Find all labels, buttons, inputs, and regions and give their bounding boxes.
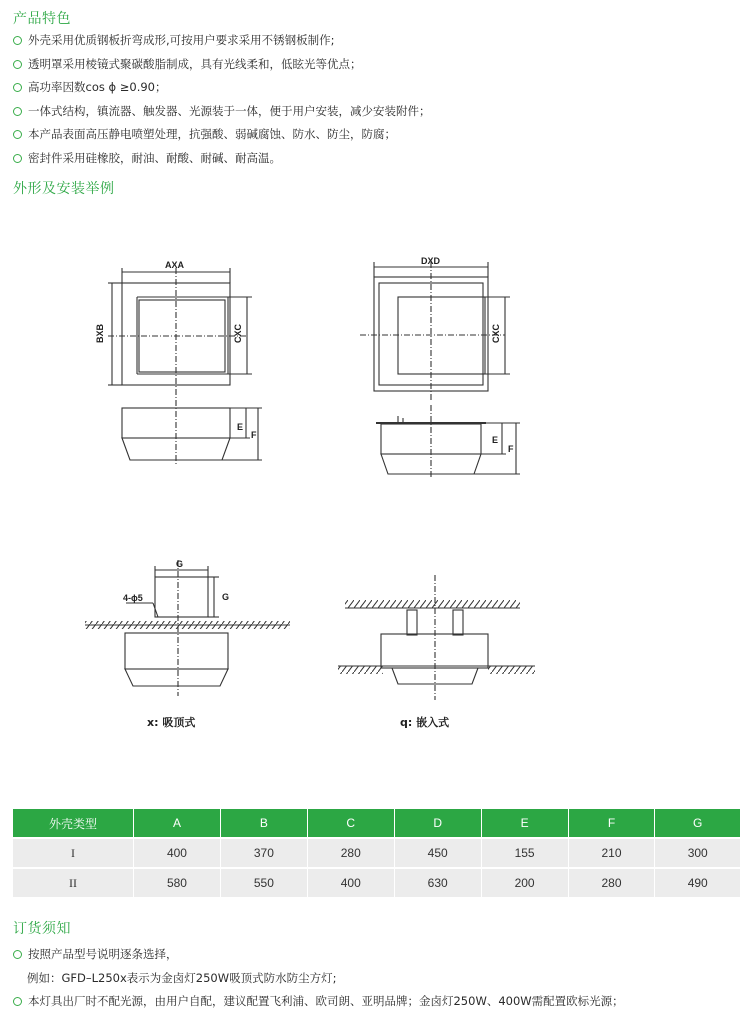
header-cell: G [655,809,740,838]
type2-top-view [360,262,510,402]
dim-cxc-label-2: CXC [491,323,501,343]
spec-table [13,809,740,897]
header-cell: C [307,809,394,838]
table-cell: 450 [394,838,481,868]
bullet-ring-icon [13,997,22,1006]
ceiling-mount-drawing [85,560,290,696]
dim-e-label-1: E [237,422,244,432]
dim-dxd-label: DXD [421,256,441,266]
type1-top-view [108,268,252,400]
table-cell: 370 [220,838,307,868]
header-cell: D [394,809,481,838]
bullet-ring-icon [13,950,22,959]
features-title: 产品特色 [13,11,71,27]
list-item: 例如：GFD–L250x表示为金卤灯250W吸顶式防水防尘方灯; [27,970,337,985]
table-row [13,838,740,868]
dim-g-top-label: G [176,559,184,569]
dim-f-label-1: F [251,430,257,440]
installation-title: 外形及安装举例 [13,181,115,197]
table-cell: 630 [394,868,481,897]
table-cell: 550 [220,868,307,897]
table-cell: 580 [134,868,221,897]
dim-holes-label: 4-ϕ5 [123,593,143,603]
list-item: 密封件采用硅橡胶，耐油、耐酸、耐碱、耐高温。 [13,147,431,171]
table-cell: 490 [655,868,740,897]
dim-e-label-2: E [492,435,499,445]
list-item: 高功率因数cos ϕ ≥0.90； [13,76,431,100]
dim-f-label-2: F [508,444,514,454]
dim-axa-label: AXA [165,260,185,270]
dim-g-side-label: G [222,592,230,602]
header-cell: 外壳类型 [13,809,134,838]
table-cell: 400 [134,838,221,868]
dim-cxc-label-1: CXC [233,323,243,343]
type1-side-view [122,400,262,466]
caption-ceiling-mount: x: 吸顶式 [147,716,196,729]
ordering-title: 订货须知 [13,921,71,937]
table-cell: 155 [481,838,568,868]
dim-bxb-label: BXB [95,323,105,343]
list-item: 透明罩采用棱镜式聚碳酸脂制成，具有光线柔和，低眩光等优点； [13,53,431,77]
table-cell: 400 [307,868,394,897]
ordering-list [13,943,624,1014]
embedded-mount-drawing [338,575,535,700]
table-header-row [13,809,740,838]
table-cell: 300 [655,838,740,868]
caption-embedded-mount: q: 嵌入式 [400,716,450,729]
table-cell: I [13,838,134,868]
table-cell: 280 [568,868,655,897]
header-cell: B [220,809,307,838]
table-cell: 210 [568,838,655,868]
header-cell: F [568,809,655,838]
type2-side-view [376,405,520,478]
header-cell: A [134,809,221,838]
list-item: 按照产品型号说明逐条选择， [13,943,624,967]
table-cell: II [13,868,134,897]
list-item: 外壳采用优质钢板折弯成形,可按用户要求采用不锈钢板制作; [13,29,431,53]
table-cell: 200 [481,868,568,897]
list-item: 一体式结构，镇流器、触发器、光源装于一体，便于用户安装，减少安装附件； [13,100,431,124]
table-cell: 280 [307,838,394,868]
header-cell: E [481,809,568,838]
list-item: 本灯具出厂时不配光源，由用户自配，建议配置飞利浦、欧司朗、亚明品牌；金卤灯250W、400W需配置欧标光源； [13,990,624,1014]
list-item: 本产品表面高压静电喷塑处理，抗强酸、弱碱腐蚀、防水、防尘，防腐； [13,123,431,147]
table-row [13,868,740,897]
